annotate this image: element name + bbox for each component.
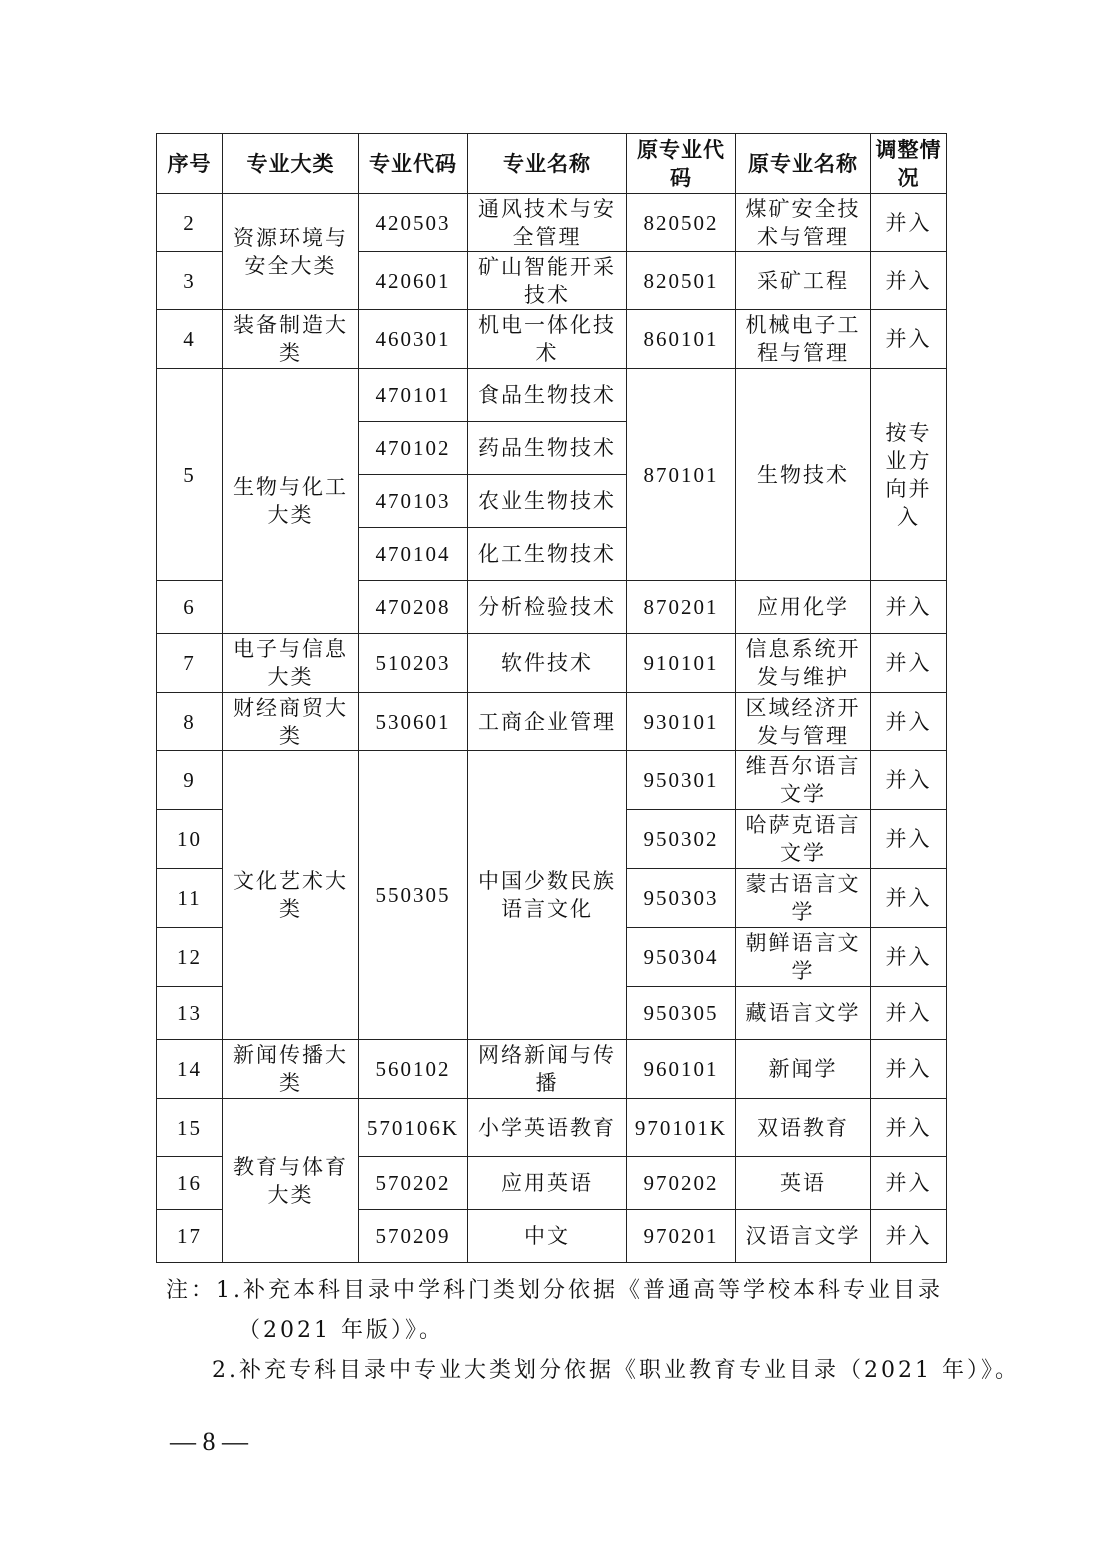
- seq-cell: 5: [157, 369, 223, 581]
- table-row: [157, 693, 947, 751]
- code-cell: 570209: [359, 1210, 468, 1263]
- adjust-cell: 并入: [871, 1157, 947, 1210]
- seq-cell: 14: [157, 1040, 223, 1099]
- name-cell: 应用英语: [468, 1157, 627, 1210]
- orig-code-cell: 960101: [627, 1040, 736, 1099]
- seq-cell: 4: [157, 310, 223, 369]
- header-seq: 序号: [157, 134, 223, 194]
- orig-name-cell: 维吾尔语言文学: [736, 751, 871, 810]
- adjust-cell: 并入: [871, 310, 947, 369]
- orig-code-cell: 860101: [627, 310, 736, 369]
- code-cell: 420503: [359, 194, 468, 252]
- table-row: [157, 194, 947, 252]
- code-cell: 470102: [359, 422, 468, 475]
- seq-cell: 11: [157, 869, 223, 928]
- name-cell: 通风技术与安全管理: [468, 194, 627, 252]
- adjust-cell: 按专业方向并入: [871, 369, 947, 581]
- orig-code-cell: 950302: [627, 810, 736, 869]
- orig-code-cell: 870201: [627, 581, 736, 634]
- header-orig-code: 原专业代码: [627, 134, 736, 194]
- seq-cell: 12: [157, 928, 223, 987]
- name-cell: 工商企业管理: [468, 693, 627, 751]
- adjust-cell: 并入: [871, 252, 947, 310]
- adjust-cell: 并入: [871, 987, 947, 1040]
- category-cell: 教育与体育大类: [223, 1099, 359, 1263]
- name-cell: 中文: [468, 1210, 627, 1263]
- adjust-cell: 并入: [871, 751, 947, 810]
- category-cell: 资源环境与安全大类: [223, 194, 359, 310]
- orig-name-cell: 双语教育: [736, 1099, 871, 1157]
- code-cell: 550305: [359, 751, 468, 1040]
- orig-name-cell: 生物技术: [736, 369, 871, 581]
- table-row: [157, 310, 947, 369]
- adjust-cell: 并入: [871, 928, 947, 987]
- seq-cell: 10: [157, 810, 223, 869]
- orig-code-cell: 950305: [627, 987, 736, 1040]
- header-row: [157, 134, 947, 194]
- orig-code-cell: 820501: [627, 252, 736, 310]
- category-cell: 生物与化工大类: [223, 369, 359, 634]
- name-cell: 分析检验技术: [468, 581, 627, 634]
- table-row: [157, 1040, 947, 1099]
- orig-code-cell: 950301: [627, 751, 736, 810]
- category-cell: 新闻传播大类: [223, 1040, 359, 1099]
- orig-name-cell: 汉语言文学: [736, 1210, 871, 1263]
- name-cell: 化工生物技术: [468, 528, 627, 581]
- name-cell: 中国少数民族语言文化: [468, 751, 627, 1040]
- orig-code-cell: 950304: [627, 928, 736, 987]
- code-cell: 470101: [359, 369, 468, 422]
- seq-cell: 7: [157, 634, 223, 693]
- orig-name-cell: 应用化学: [736, 581, 871, 634]
- code-cell: 570106K: [359, 1099, 468, 1157]
- orig-code-cell: 910101: [627, 634, 736, 693]
- code-cell: 470208: [359, 581, 468, 634]
- category-cell: 装备制造大类: [223, 310, 359, 369]
- code-cell: 530601: [359, 693, 468, 751]
- table-row: [157, 1099, 947, 1157]
- code-cell: 420601: [359, 252, 468, 310]
- name-cell: 机电一体化技术: [468, 310, 627, 369]
- code-cell: 470103: [359, 475, 468, 528]
- note-line-1-cont: （2021 年版）》。: [238, 1318, 444, 1343]
- orig-code-cell: 820502: [627, 194, 736, 252]
- seq-cell: 16: [157, 1157, 223, 1210]
- adjust-cell: 并入: [871, 1099, 947, 1157]
- header-adjust: 调整情况: [871, 134, 947, 194]
- header-category: 专业大类: [223, 134, 359, 194]
- orig-name-cell: 蒙古语言文学: [736, 869, 871, 928]
- name-cell: 食品生物技术: [468, 369, 627, 422]
- orig-code-cell: 970201: [627, 1210, 736, 1263]
- header-code: 专业代码: [359, 134, 468, 194]
- orig-name-cell: 朝鲜语言文学: [736, 928, 871, 987]
- category-cell: 电子与信息大类: [223, 634, 359, 693]
- seq-cell: 17: [157, 1210, 223, 1263]
- adjust-cell: 并入: [871, 634, 947, 693]
- category-cell: 财经商贸大类: [223, 693, 359, 751]
- adjust-cell: 并入: [871, 1040, 947, 1099]
- adjust-cell: 并入: [871, 810, 947, 869]
- orig-name-cell: 藏语言文学: [736, 987, 871, 1040]
- header-name: 专业名称: [468, 134, 627, 194]
- name-cell: 小学英语教育: [468, 1099, 627, 1157]
- code-cell: 570202: [359, 1157, 468, 1210]
- page-number: — 8 —: [170, 1427, 248, 1456]
- code-cell: 470104: [359, 528, 468, 581]
- adjust-cell: 并入: [871, 693, 947, 751]
- seq-cell: 13: [157, 987, 223, 1040]
- note-line-1: 注：1.补充本科目录中学科门类划分依据《普通高等学校本科专业目录: [166, 1278, 943, 1303]
- table-row: [157, 751, 947, 810]
- orig-code-cell: 970101K: [627, 1099, 736, 1157]
- code-cell: 460301: [359, 310, 468, 369]
- table-row: [157, 369, 947, 422]
- name-cell: 农业生物技术: [468, 475, 627, 528]
- orig-code-cell: 930101: [627, 693, 736, 751]
- orig-name-cell: 哈萨克语言文学: [736, 810, 871, 869]
- name-cell: 矿山智能开采技术: [468, 252, 627, 310]
- adjust-cell: 并入: [871, 581, 947, 634]
- header-orig-name: 原专业名称: [736, 134, 871, 194]
- code-cell: 560102: [359, 1040, 468, 1099]
- orig-name-cell: 信息系统开发与维护: [736, 634, 871, 693]
- orig-name-cell: 新闻学: [736, 1040, 871, 1099]
- orig-code-cell: 970202: [627, 1157, 736, 1210]
- category-cell: 文化艺术大类: [223, 751, 359, 1040]
- name-cell: 药品生物技术: [468, 422, 627, 475]
- seq-cell: 15: [157, 1099, 223, 1157]
- orig-name-cell: 英语: [736, 1157, 871, 1210]
- adjust-cell: 并入: [871, 869, 947, 928]
- seq-cell: 9: [157, 751, 223, 810]
- orig-code-cell: 870101: [627, 369, 736, 581]
- name-cell: 网络新闻与传播: [468, 1040, 627, 1099]
- code-cell: 510203: [359, 634, 468, 693]
- note-line-2: 2.补充专科目录中专业大类划分依据《职业教育专业目录（2021 年）》。: [212, 1358, 1020, 1383]
- orig-name-cell: 采矿工程: [736, 252, 871, 310]
- seq-cell: 2: [157, 194, 223, 252]
- adjust-cell: 并入: [871, 194, 947, 252]
- adjust-cell: 并入: [871, 1210, 947, 1263]
- seq-cell: 6: [157, 581, 223, 634]
- orig-name-cell: 煤矿安全技术与管理: [736, 194, 871, 252]
- orig-name-cell: 机械电子工程与管理: [736, 310, 871, 369]
- seq-cell: 3: [157, 252, 223, 310]
- name-cell: 软件技术: [468, 634, 627, 693]
- table-row: [157, 634, 947, 693]
- seq-cell: 8: [157, 693, 223, 751]
- majors-table: [156, 133, 947, 1263]
- orig-name-cell: 区域经济开发与管理: [736, 693, 871, 751]
- orig-code-cell: 950303: [627, 869, 736, 928]
